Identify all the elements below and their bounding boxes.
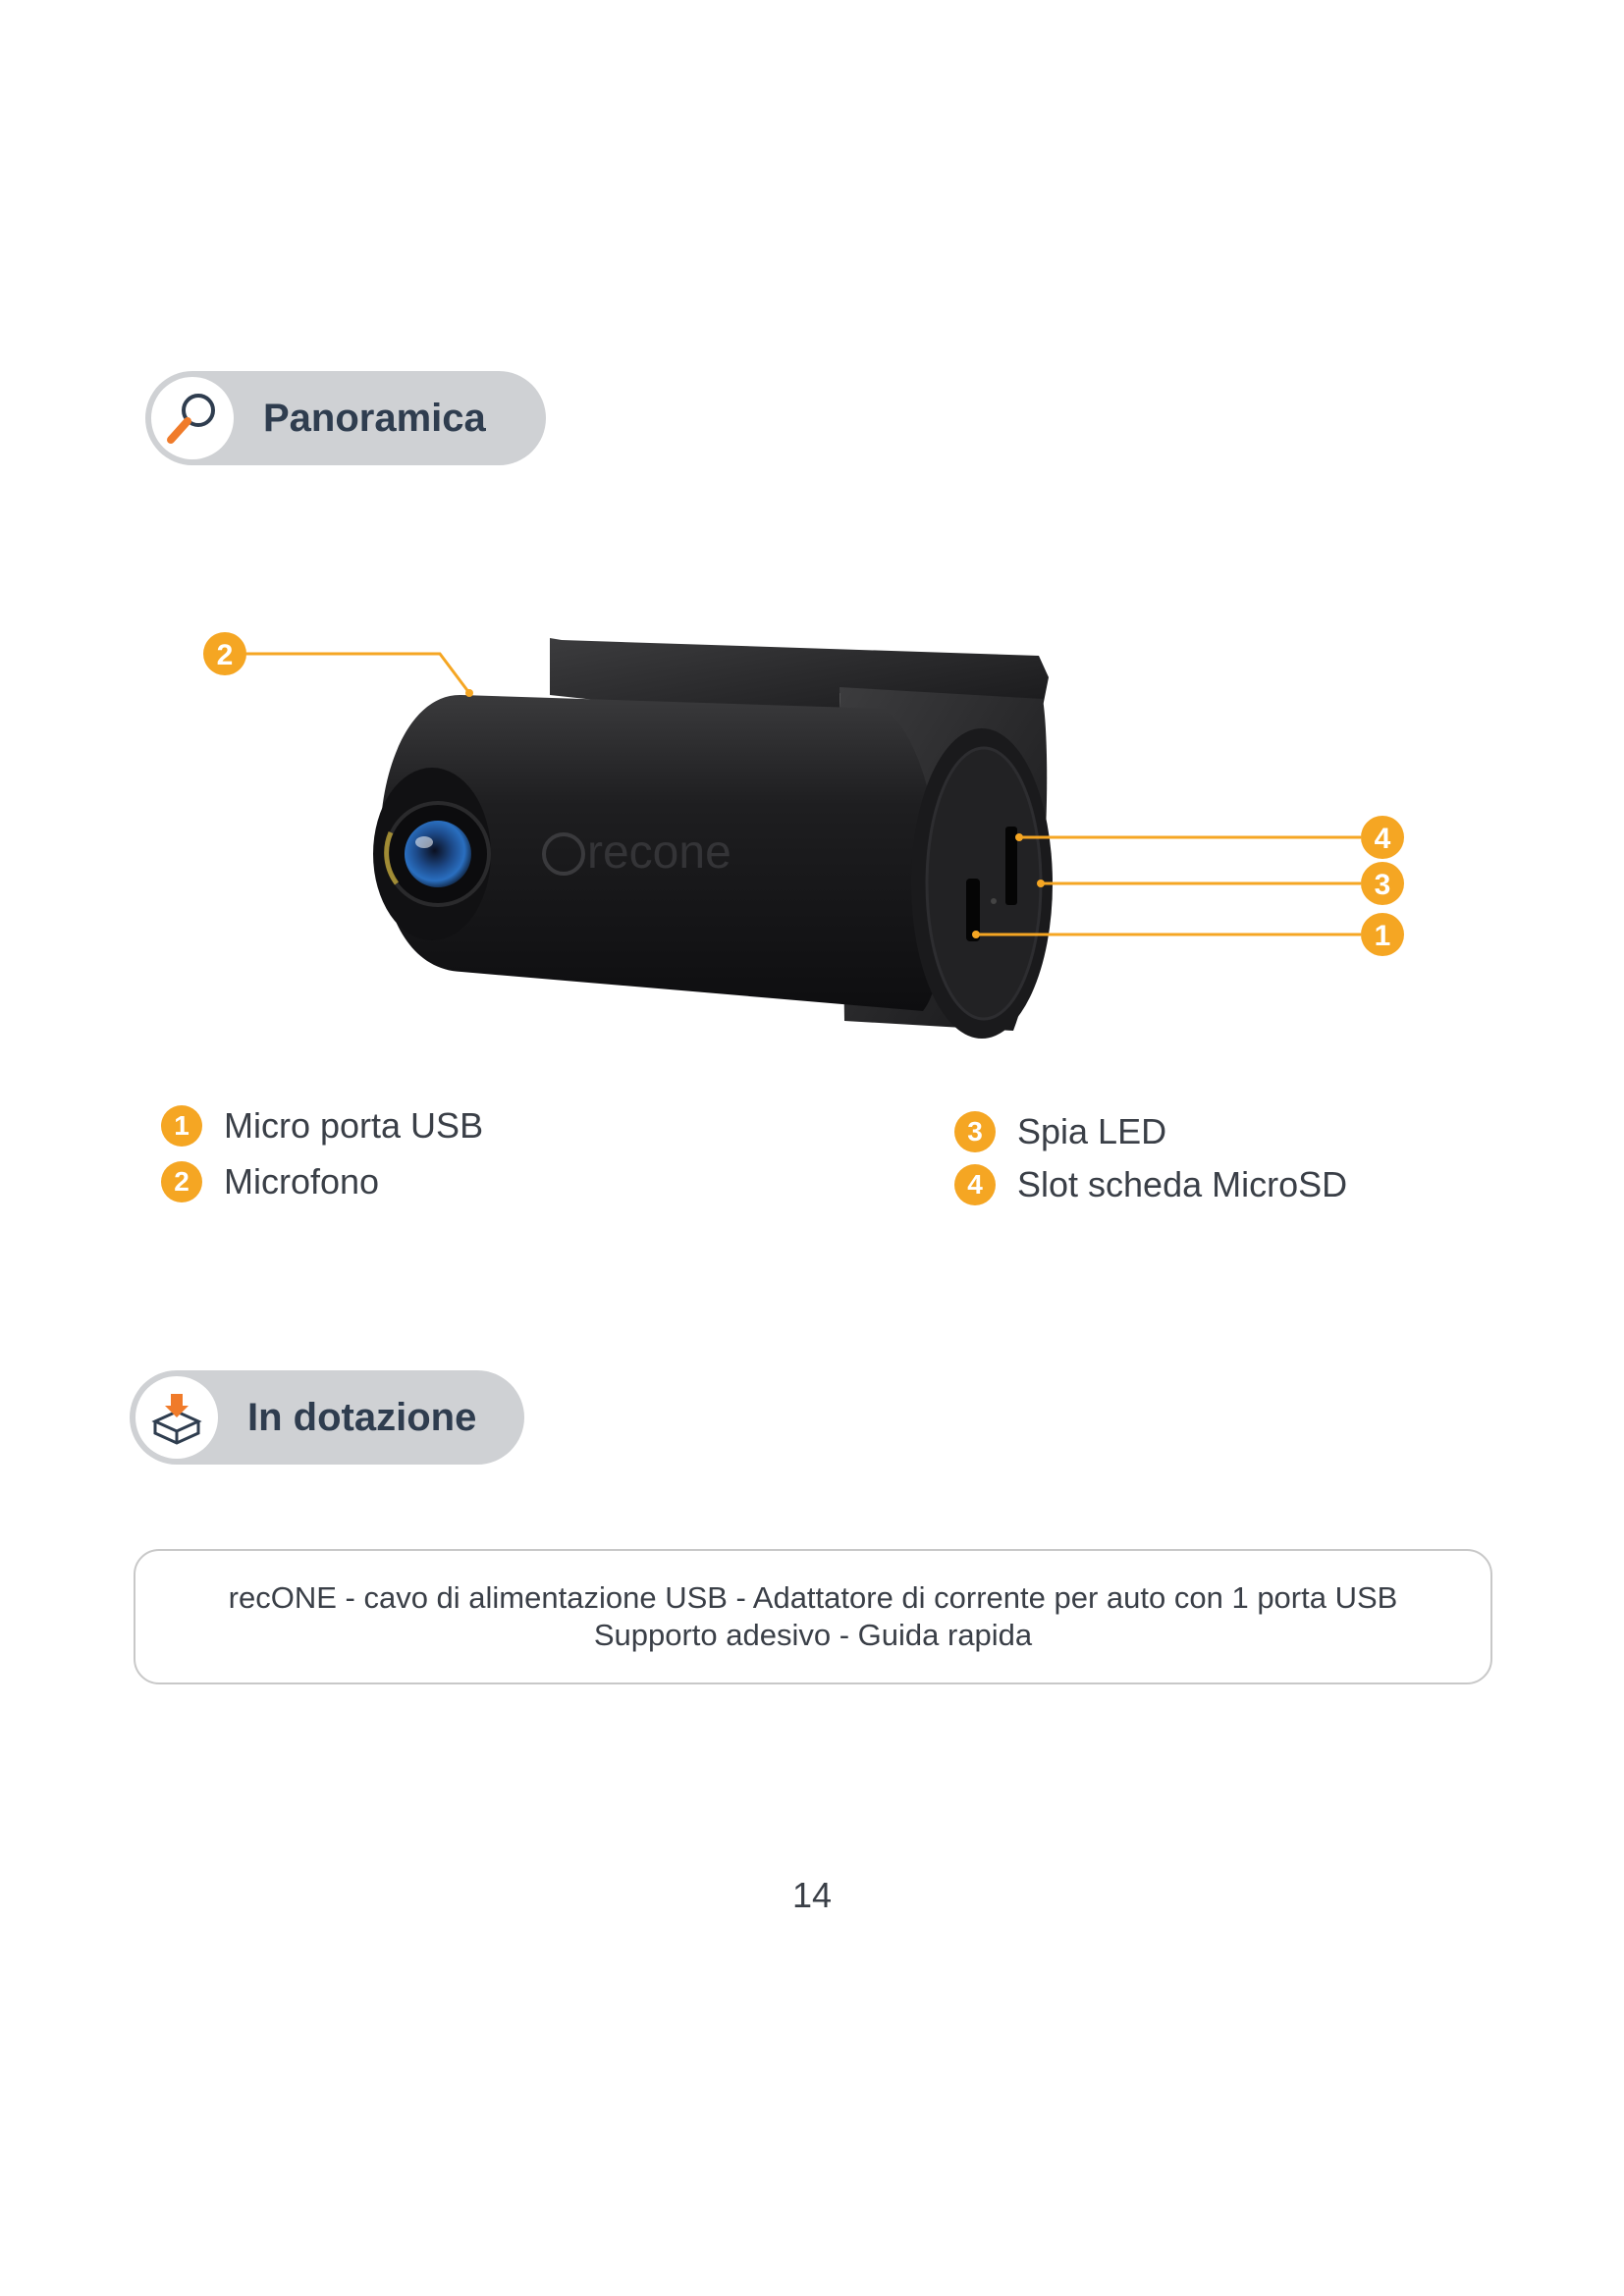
overview-title: Panoramica	[263, 396, 486, 440]
camera-lens	[373, 768, 491, 940]
callout-badge-1	[1361, 913, 1404, 956]
led-indicator	[991, 898, 997, 904]
legend-item-led	[954, 1111, 1166, 1152]
svg-text:4: 4	[1374, 823, 1391, 855]
dashcam-figure	[0, 0, 1624, 1080]
contents-title: In dotazione	[247, 1395, 477, 1439]
legend-item-micro-usb	[161, 1105, 483, 1147]
box-download-icon	[135, 1376, 218, 1459]
callout-badge-4	[1361, 816, 1404, 859]
legend-label: Spia LED	[1017, 1111, 1167, 1151]
package-contents-line-1: recONE - cavo di alimentazione USB - Adattatore di corrente per auto con 1 porta USB	[228, 1580, 1398, 1615]
package-contents-line-2: Supporto adesivo - Guida rapida	[593, 1618, 1033, 1652]
legend-badge: 1	[161, 1105, 202, 1147]
legend-label: Slot scheda MicroSD	[1017, 1164, 1348, 1204]
svg-text:3: 3	[1374, 869, 1391, 901]
legend-badge: 3	[954, 1111, 996, 1152]
contents-header	[130, 1370, 524, 1465]
legend-item-microphone	[161, 1161, 379, 1202]
svg-text:2: 2	[216, 639, 234, 671]
page-number: 14	[791, 1875, 833, 1915]
legend-badge: 4	[954, 1164, 996, 1205]
legend-label: Microfono	[224, 1161, 380, 1201]
package-contents-box	[134, 1549, 1492, 1684]
legend-badge: 2	[161, 1161, 202, 1202]
legend-item-microsd	[954, 1164, 1347, 1205]
device-logo: recone	[587, 827, 731, 879]
callout-badge-2	[203, 632, 246, 675]
legend-label: Micro porta USB	[224, 1105, 484, 1146]
callout-badge-3	[1361, 862, 1404, 905]
svg-text:1: 1	[1374, 920, 1391, 952]
